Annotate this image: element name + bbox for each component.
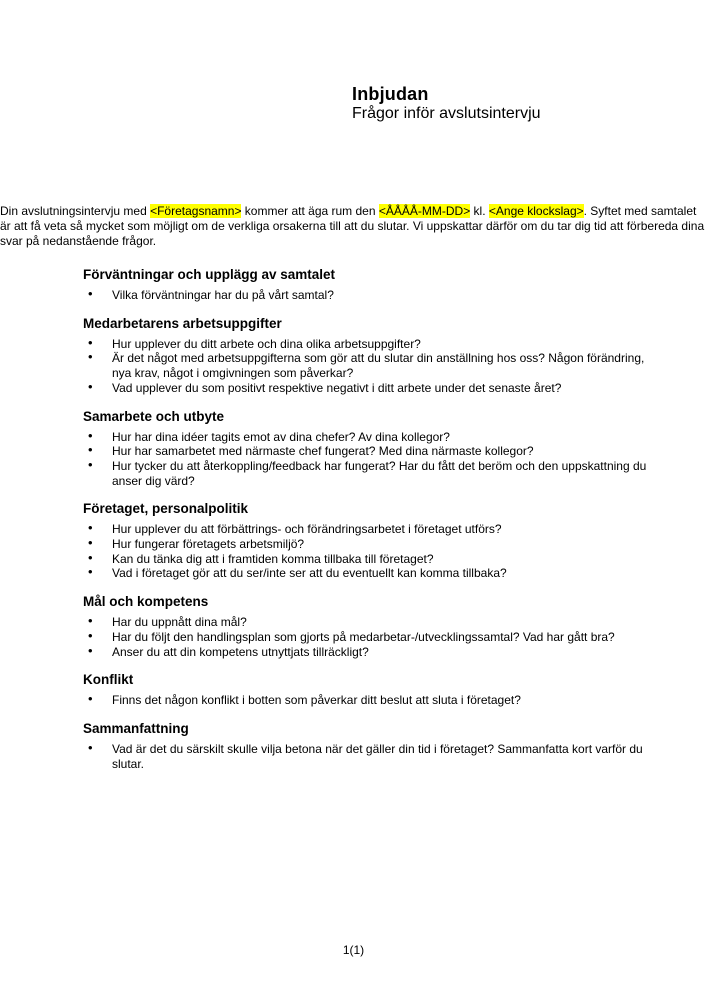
bullet-item: • Finns det någon konflikt i botten som påverkar ditt beslut att sluta i företaget? [83,693,660,708]
bullet-item: • Har du uppnått dina mål? [83,615,660,630]
document-title: Inbjudan [352,84,429,104]
section-heading: Sammanfattning [83,720,189,736]
bullet-item: • Har du följt den handlingsplan som gjorts på medarbetar-/utvecklingssamtal? Vad har gått bra? [83,630,660,645]
section-heading: Mål och kompetens [83,594,209,610]
bullet-list [83,522,660,581]
section-heading: Medarbetarens arbetsuppgifter [83,315,282,331]
bullet-item: • Anser du att din kompetens utnyttjats tillräckligt? [83,645,660,660]
bullet-item: • Hur upplever du ditt arbete och dina olika arbetsuppgifter? [83,337,660,352]
bullet-item: • Vilka förväntningar har du på vårt samtal? [83,288,660,303]
bullet-item: • Hur har samarbetet med närmaste chef fungerat? Med dina närmaste kollegor? [83,444,660,459]
placeholder-highlight: <ÅÅÅÅ-MM-DD> [378,204,471,218]
bullet-list [83,337,660,396]
bullet-list [83,693,660,708]
placeholder-highlight: <Företagsnamn> [150,204,242,218]
question-section [83,316,660,396]
question-section [83,721,660,771]
section-heading: Förväntningar och upplägg av samtalet [83,267,336,282]
bullet-item: • Vad i företaget gör att du ser/inte ser att du eventuellt kan komma tillbaka? [83,566,660,581]
question-section [83,267,660,303]
title-block [352,0,707,123]
bullet-item: • Hur fungerar företagets arbetsmiljö? [83,537,660,552]
question-section [83,594,660,659]
intro-text: Din avslutningsintervju med [0,204,151,218]
page-number: 1(1) [342,943,365,957]
bullet-item: • Hur tycker du att återkoppling/feedback har fungerat? Har du fått det beröm och den uppskattning du anser dig värd? [83,459,660,488]
bullet-list [83,288,660,303]
intro-paragraph [0,204,707,249]
bullet-item: • Vad upplever du som positivt respektive negativt i ditt arbete under det senaste året? [83,381,660,396]
question-section [83,501,660,581]
placeholder-highlight: <Ange klockslag> [488,204,584,218]
intro-text: kommer att äga rum den [241,204,379,218]
intro-text: kl. [470,204,489,218]
bullet-item: • Hur har dina idéer tagits emot av dina chefer? Av dina kollegor? [83,430,660,445]
intro-text: . Syftet med samtalet är att få veta så mycket som möjligt om de verkliga orsakerna till att du slutar. Vi uppskattar därför om du tar dig tid att förbereda dina svar på nedanstående frågor. [0,204,705,248]
bullet-item: • Vad är det du särskilt skulle vilja betona när det gäller din tid i företaget? Sammanfatta kort varför du slutar. [83,742,660,771]
bullet-list [83,430,660,489]
section-heading: Företaget, personalpolitik [83,501,249,517]
sections [83,267,660,771]
bullet-item: • Är det något med arbetsuppgifterna som gör att du slutar din anställning hos oss? Någon förändring, nya krav, något i omgivningen som påverkar? [83,351,660,380]
section-heading: Konflikt [83,672,134,688]
bullet-item: • Hur upplever du att förbättrings- och förändringsarbetet i företaget utförs? [83,522,660,537]
bullet-item: • Kan du tänka dig att i framtiden komma tillbaka till företaget? [83,552,660,567]
bullet-list [83,615,660,659]
question-section [83,672,660,708]
question-section [83,409,660,489]
section-heading: Samarbete och utbyte [83,408,225,424]
bullet-list [83,742,660,771]
document-subtitle: Frågor inför avslutsintervju [352,105,541,122]
